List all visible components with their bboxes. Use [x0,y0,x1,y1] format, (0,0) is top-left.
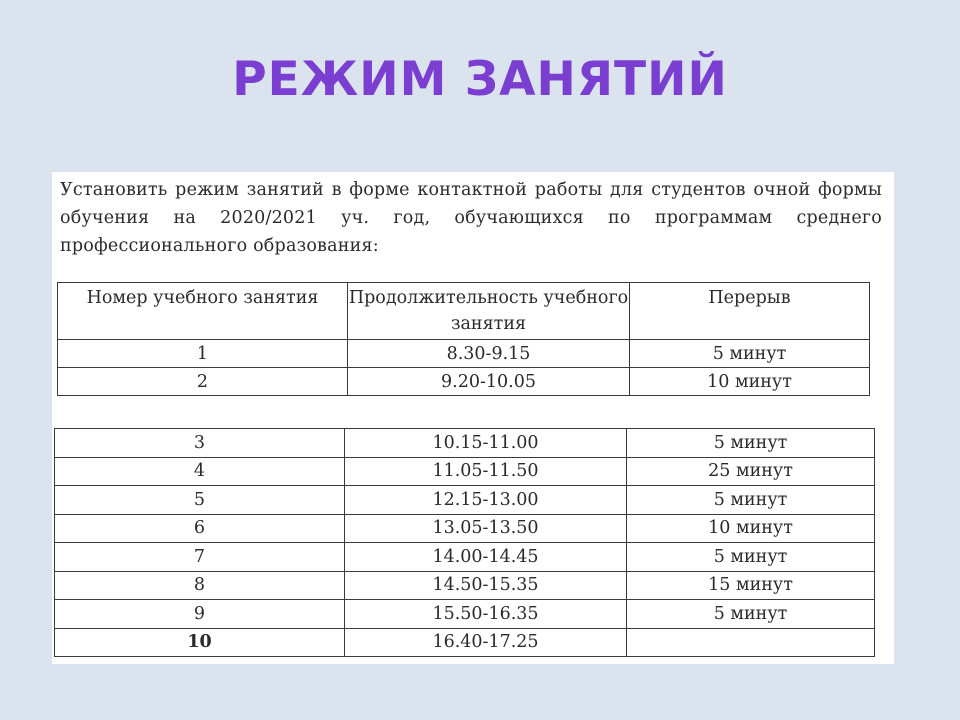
lesson-number-cell: 3 [55,429,345,458]
lesson-number-cell: 7 [55,543,345,572]
table-row [55,486,875,515]
lesson-time-cell: 11.05-11.50 [345,457,627,486]
table-row [55,543,875,572]
lesson-number-cell: 9 [55,600,345,629]
break-cell [627,628,875,657]
lesson-number-cell: 5 [55,486,345,515]
table-row [55,429,875,458]
lesson-time-cell: 16.40-17.25 [345,628,627,657]
lesson-time-cell: 12.15-13.00 [345,486,627,515]
lesson-number-cell: 8 [55,571,345,600]
intro-paragraph: Установить режим занятий в форме контактной работы для студентов очной формы обучения на 2020/2021 уч. год, обучающихся по программам среднего профессионального образования: [60,180,882,256]
lesson-time-cell: 10.15-11.00 [345,429,627,458]
break-cell: 15 минут [627,571,875,600]
table-row [55,600,875,629]
document-scan [52,172,894,664]
break-cell: 10 минут [627,514,875,543]
break-cell: 25 минут [627,457,875,486]
table-row [58,340,870,368]
lesson-time-cell: 8.30-9.15 [348,340,630,368]
table-row [55,571,875,600]
lesson-number-cell: 4 [55,457,345,486]
break-cell: 5 минут [627,543,875,572]
schedule-table-part-1 [57,282,870,396]
lesson-time-cell: 13.05-13.50 [345,514,627,543]
break-cell: 5 минут [627,429,875,458]
table-header-row [58,283,870,340]
header-lesson-number: Номер учебного занятия [58,283,348,340]
lesson-number-cell: 10 [55,628,345,657]
lesson-time-cell: 14.00-14.45 [345,543,627,572]
header-lesson-duration: Продолжительность учебного занятия [348,283,630,340]
break-cell: 5 минут [627,600,875,629]
slide-title: РЕЖИМ ЗАНЯТИЙ [232,52,728,107]
break-cell: 5 минут [627,486,875,515]
schedule-table-part-2 [54,428,875,657]
break-cell: 10 минут [630,368,870,396]
lesson-number-cell: 1 [58,340,348,368]
header-break: Перерыв [630,283,870,340]
lesson-time-cell: 15.50-16.35 [345,600,627,629]
lesson-number-cell: 2 [58,368,348,396]
lesson-time-cell: 9.20-10.05 [348,368,630,396]
lesson-time-cell: 14.50-15.35 [345,571,627,600]
table-row [55,457,875,486]
lesson-number-cell: 6 [55,514,345,543]
table-row [58,368,870,396]
table-row [55,514,875,543]
break-cell: 5 минут [630,340,870,368]
table-row [55,628,875,657]
